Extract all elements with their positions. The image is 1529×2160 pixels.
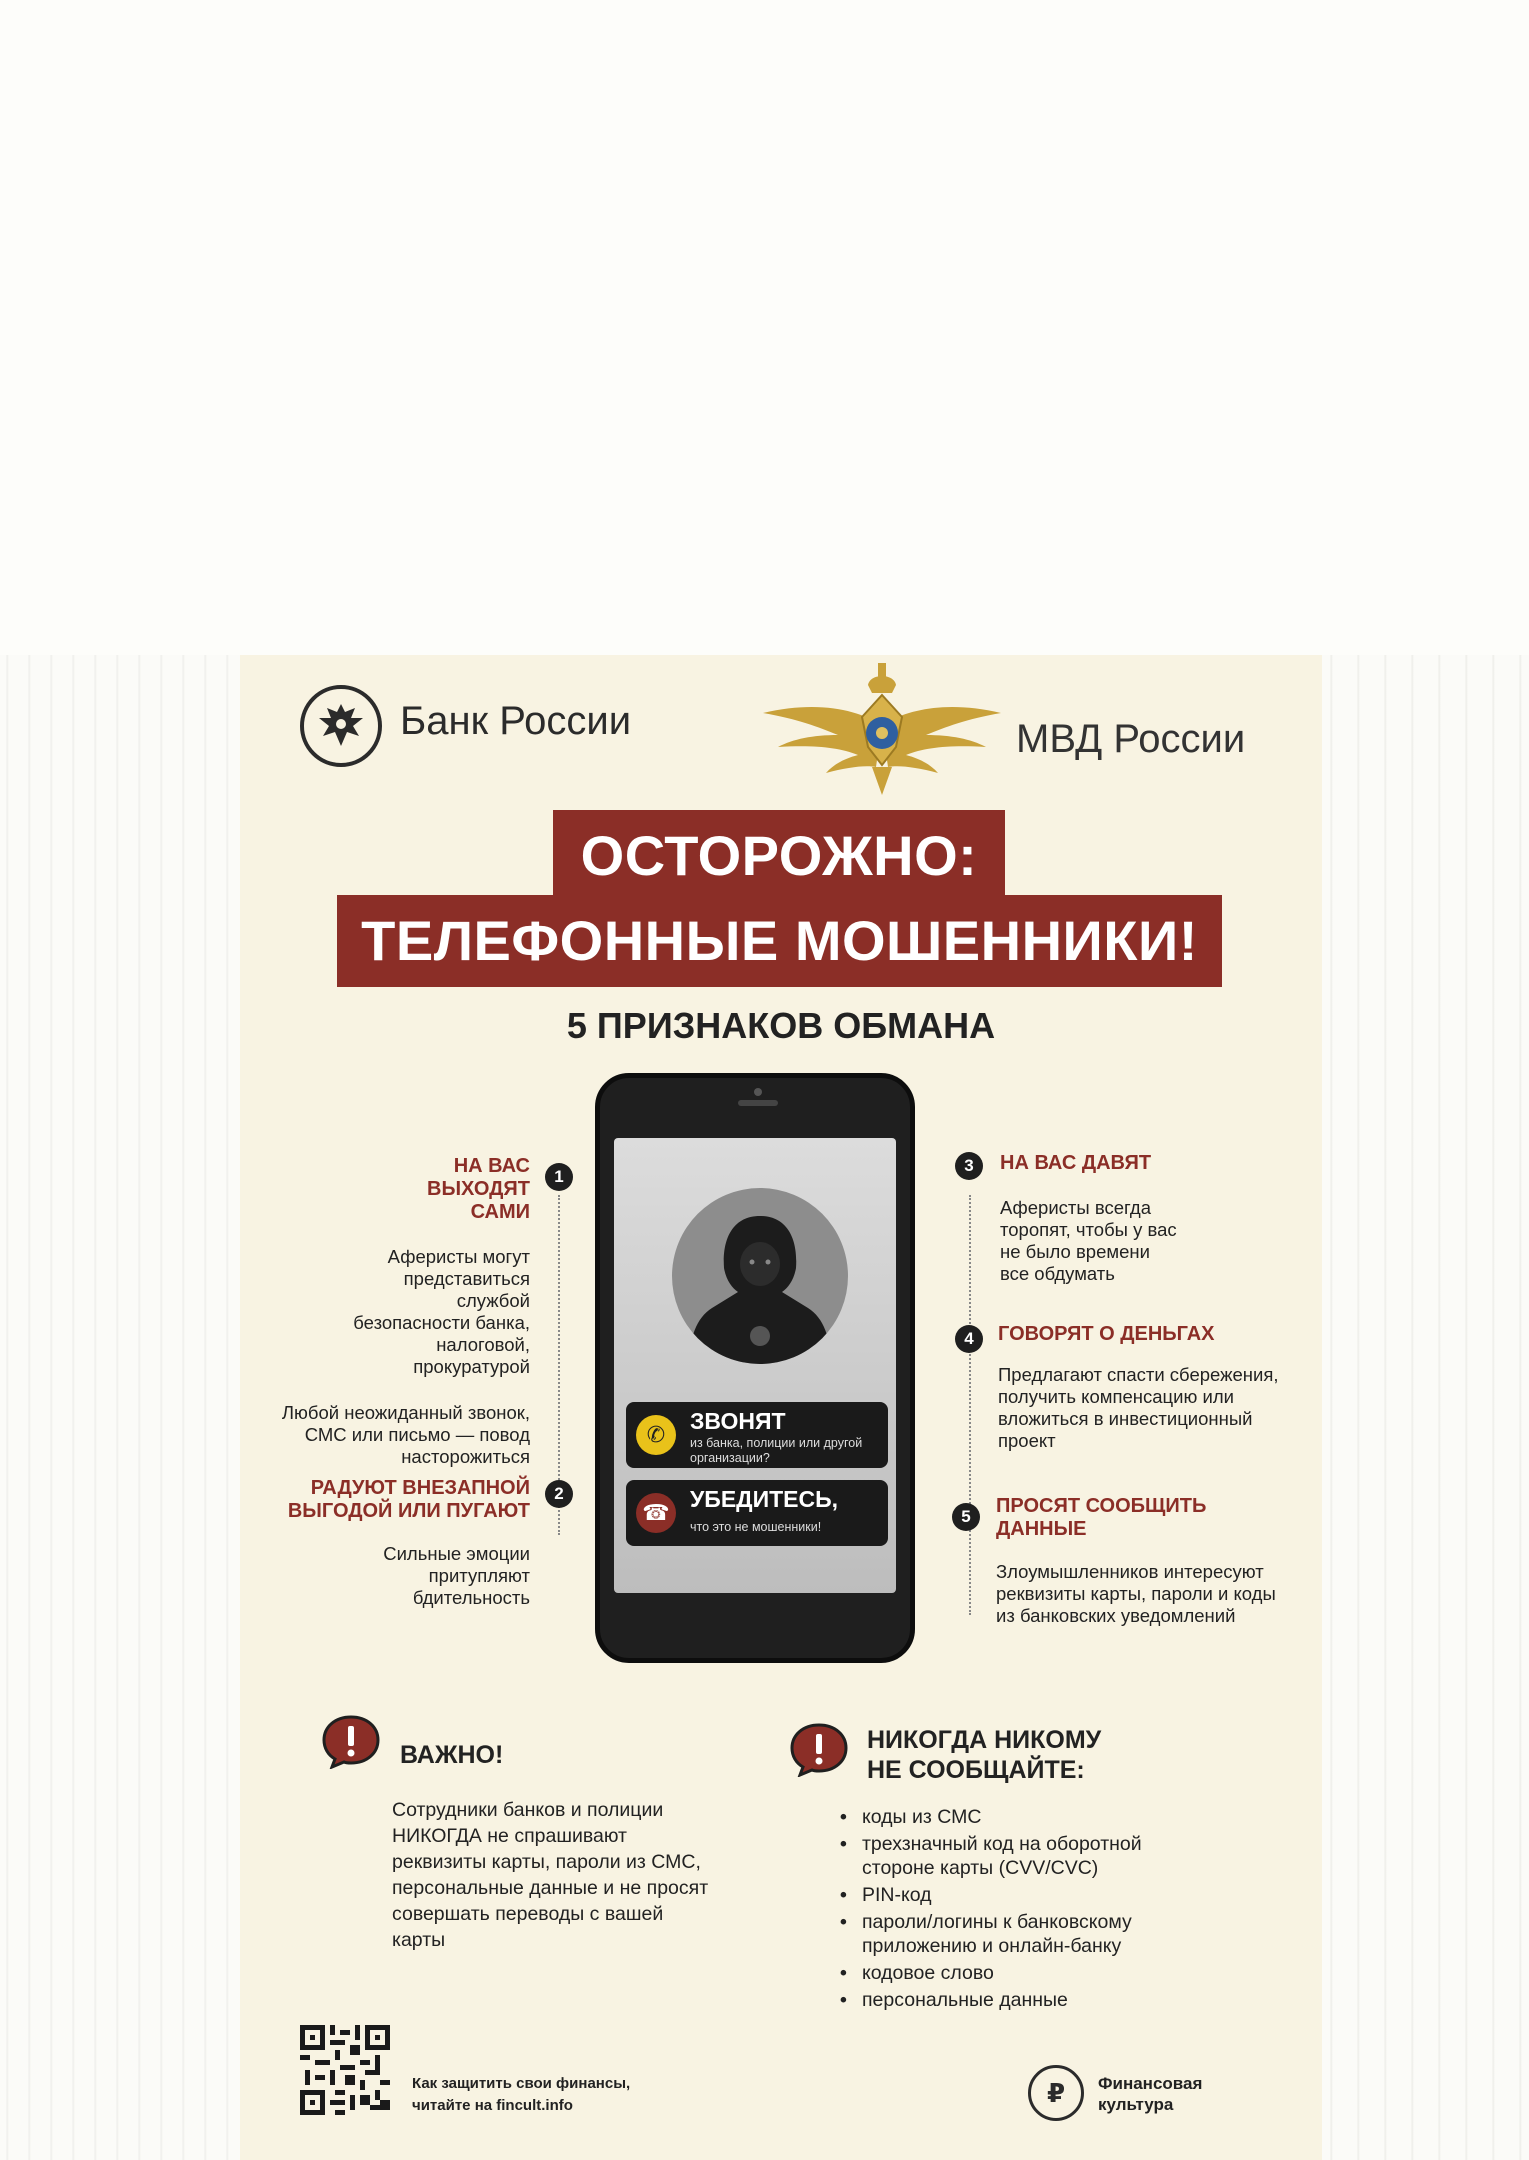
footer-text bbox=[412, 2073, 630, 2117]
check-title: УБЕДИТЕСЬ, bbox=[690, 1486, 839, 1512]
sign-1 bbox=[280, 1155, 530, 1468]
bank-of-russia-eagle-icon bbox=[300, 685, 382, 767]
phone-camera bbox=[754, 1088, 762, 1096]
sign-1-text-2: Любой неожиданный звонок, СМС или письмо — повод насторожиться bbox=[281, 1402, 530, 1467]
never-list bbox=[840, 1805, 1180, 2015]
important-title: ВАЖНО! bbox=[400, 1741, 504, 1769]
headline-banner-1 bbox=[553, 810, 1005, 902]
financial-culture-name bbox=[1098, 2073, 1202, 2115]
exclamation-bubble-icon bbox=[790, 1723, 848, 1777]
hooded-hacker-icon bbox=[672, 1188, 848, 1364]
sign-2-title: РАДУЮТ ВНЕЗАПНОЙ ВЫГОДОЙ ИЛИ ПУГАЮТ bbox=[287, 1477, 530, 1522]
sign-4-title: ГОВОРЯТ О ДЕНЬГАХ bbox=[998, 1323, 1215, 1345]
sign-4-text: Предлагают спасти сбережения, получить компенсацию или вложиться в инвестиционный проект bbox=[998, 1364, 1279, 1451]
financial-culture-ruble-icon: ₽ bbox=[1028, 2065, 1084, 2121]
call-subtitle: из банка, полиции или другой организации? bbox=[690, 1436, 863, 1465]
phone-speaker bbox=[738, 1100, 778, 1106]
sign-3 bbox=[1000, 1152, 1250, 1285]
qr-code-icon[interactable] bbox=[300, 2025, 390, 2115]
footer-line-2[interactable]: читайте на fincult.info bbox=[412, 2097, 573, 2114]
headline-banner-2 bbox=[337, 895, 1222, 987]
headline-line-1: ОСТОРОЖНО: bbox=[580, 824, 978, 887]
sign-5 bbox=[996, 1495, 1286, 1627]
phone-illustration bbox=[595, 1073, 915, 1663]
sign-1-text: Аферисты могут представиться службой безопасности банка, налоговой, прокуратурой bbox=[353, 1246, 530, 1377]
incoming-call-box bbox=[626, 1402, 888, 1468]
sign-number-3: 3 bbox=[955, 1152, 983, 1180]
sign-5-title: ПРОСЯТ СООБЩИТЬ ДАННЫЕ bbox=[996, 1495, 1207, 1540]
sign-1-title: НА ВАС ВЫХОДЯТ САМИ bbox=[427, 1155, 530, 1223]
scan-edge-right bbox=[1320, 655, 1529, 2160]
sign-3-title: НА ВАС ДАВЯТ bbox=[1000, 1152, 1152, 1174]
footer-line-1: Как защитить свои финансы, bbox=[412, 2075, 631, 2092]
mvd-emblem-icon bbox=[758, 655, 1006, 805]
important-text: Сотрудники банков и полиции НИКОГДА не спрашивают реквизиты карты, пароли из СМС, персональные данные и не просят совершать переводы с вашей карты bbox=[392, 1799, 709, 1951]
sign-number-5: 5 bbox=[952, 1503, 980, 1531]
list-item: • пароли/логины к банковскому приложению и онлайн-банку bbox=[840, 1910, 1180, 1958]
list-item: • трехзначный код на оборотной стороне карты (CVV/CVC) bbox=[840, 1832, 1180, 1880]
bank-of-russia-name: Банк России bbox=[400, 699, 632, 743]
check-call-box bbox=[626, 1480, 888, 1546]
connector-right bbox=[969, 1195, 971, 1615]
flyer bbox=[240, 655, 1322, 2160]
sign-number-1: 1 bbox=[545, 1163, 573, 1191]
never-title-line-1: НИКОГДА НИКОМУ bbox=[867, 1726, 1102, 1754]
check-subtitle: что это не мошенники! bbox=[690, 1520, 822, 1534]
never-title-line-2: НЕ СООБЩАЙТЕ: bbox=[867, 1756, 1085, 1784]
never-title bbox=[867, 1725, 1101, 1785]
fc-line-2: культура bbox=[1098, 2095, 1174, 2114]
answer-call-icon: ✆ bbox=[636, 1415, 676, 1455]
sign-3-text: Аферисты всегда торопят, чтобы у вас не было времени все обдумать bbox=[1000, 1197, 1177, 1284]
sign-5-text: Злоумышленников интересуют реквизиты карты, пароли и коды из банковских уведомлений bbox=[996, 1561, 1276, 1626]
list-item: • кодовое слово bbox=[840, 1961, 1180, 1985]
exclamation-bubble-icon bbox=[322, 1715, 380, 1769]
list-item: • PIN-код bbox=[840, 1883, 1180, 1907]
phone-screen bbox=[614, 1138, 896, 1593]
sign-number-4: 4 bbox=[955, 1325, 983, 1353]
list-item: • коды из СМС bbox=[840, 1805, 1180, 1829]
subtitle: 5 ПРИЗНАКОВ ОБМАНА bbox=[566, 1005, 996, 1046]
headline-line-2: ТЕЛЕФОННЫЕ МОШЕННИКИ! bbox=[361, 909, 1198, 972]
sign-4 bbox=[998, 1323, 1298, 1452]
sign-number-2: 2 bbox=[545, 1480, 573, 1508]
fc-line-1: Финансовая bbox=[1098, 2074, 1203, 2093]
mvd-name: МВД России bbox=[1016, 717, 1246, 761]
decline-call-icon: ☎ bbox=[636, 1493, 676, 1533]
scan-edge-left bbox=[0, 655, 240, 2160]
list-item: • персональные данные bbox=[840, 1988, 1180, 2012]
sign-2-text: Сильные эмоции притупляют бдительность bbox=[383, 1543, 530, 1608]
sign-2 bbox=[260, 1477, 530, 1609]
call-title: ЗВОНЯТ bbox=[690, 1408, 786, 1434]
